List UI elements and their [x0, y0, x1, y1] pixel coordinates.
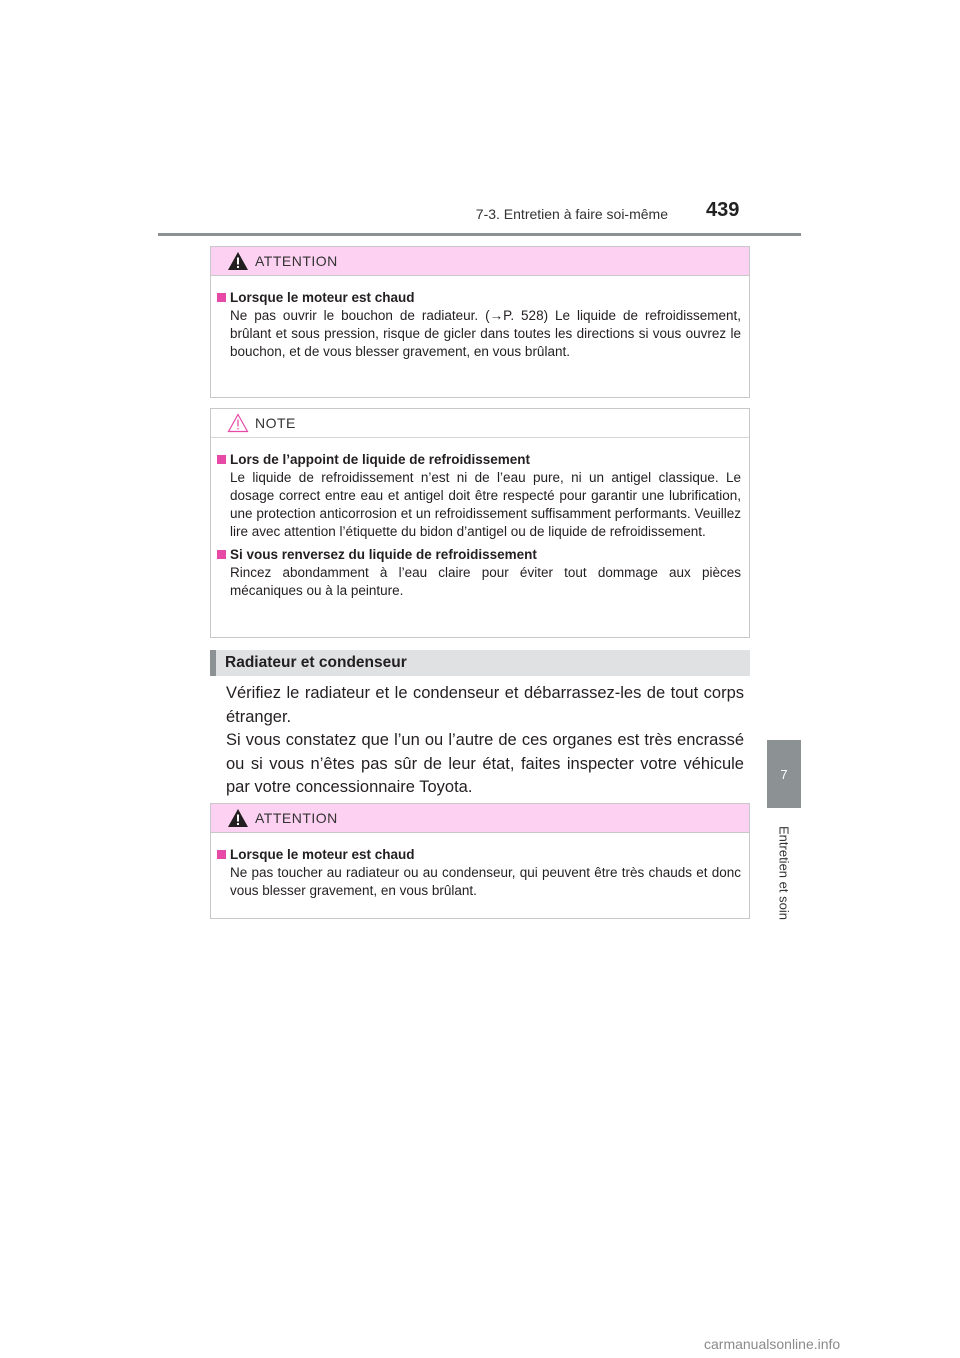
attention-item-text: Ne pas toucher au radiateur ou au condenseur, qui peuvent être très chauds et donc vous blesser gravement, en vous brûlant. — [230, 865, 741, 898]
note-item-text: Le liquide de refroidissement n’est ni de l’eau pure, ni un antigel classique. Le dosage correct entre eau et antigel doit être respecté pour garantir une lubrification, une protection anticorrosion et un refroidissement suffisamment performants. Veuillez lire avec attention l’étiquette du bidon d’antigel ou de liquide de refroidissement. — [230, 470, 741, 539]
attention-header — [211, 247, 749, 276]
attention-item-title — [217, 290, 741, 305]
warning-triangle-icon — [227, 251, 249, 271]
watermark: carmanualsonline.info — [704, 1336, 841, 1352]
attention-box-hot-radiator — [210, 803, 750, 919]
chapter-label-container — [767, 818, 801, 928]
attention-item-title-text: Lorsque le moteur est chaud — [230, 847, 415, 862]
chapter-number: 7 — [780, 766, 788, 782]
body-paragraph: Vérifiez le radiateur et le condenseur et débarrassez-les de tout corps étranger. — [226, 684, 744, 726]
note-header — [211, 409, 749, 438]
attention-item-text: Ne pas ouvrir le bouchon de radiateur. (→P. 528) Le liquide de refroidissement, brûlant et sous pression, risque de gicler dans toutes les directions si vous ouvrez le bouchon, et de vous blesser gravement, en vous brûlant. — [230, 308, 741, 359]
header-divider — [158, 233, 801, 236]
bullet-square-icon — [217, 293, 226, 302]
attention-item-title — [217, 847, 741, 862]
note-item-title-text: Lors de l’appoint de liquide de refroidissement — [230, 452, 531, 467]
caution-outline-triangle-icon — [227, 413, 249, 433]
attention-label: ATTENTION — [255, 810, 338, 826]
section-heading: Radiateur et condenseur — [210, 650, 750, 676]
section-body — [226, 682, 744, 800]
note-item-title-text: Si vous renversez du liquide de refroidissement — [230, 547, 537, 562]
page-number: 439 — [706, 199, 740, 221]
note-item-title — [217, 547, 741, 562]
note-item-title — [217, 452, 741, 467]
note-item-text: Rincez abondamment à l’eau claire pour éviter tout dommage aux pièces mécaniques ou à la peinture. — [230, 565, 741, 598]
chapter-tab — [767, 740, 801, 808]
body-paragraph: Si vous constatez que l’un ou l’autre de ces organes est très encrassé ou si vous n’êtes pas sûr de leur état, faites inspecter votre véhicule par votre concessionnaire Toyota. — [226, 731, 744, 796]
attention-label: ATTENTION — [255, 253, 338, 269]
bullet-square-icon — [217, 850, 226, 859]
attention-header — [211, 804, 749, 833]
chapter-label: Entretien et soin — [776, 826, 792, 920]
bullet-square-icon — [217, 455, 226, 464]
note-box-coolant — [210, 408, 750, 638]
header-section-title: 7-3. Entretien à faire soi-même — [475, 206, 668, 222]
attention-item-title-text: Lorsque le moteur est chaud — [230, 290, 415, 305]
warning-triangle-icon — [227, 808, 249, 828]
note-label: NOTE — [255, 415, 296, 431]
bullet-square-icon — [217, 550, 226, 559]
attention-box-hot-engine-cap — [210, 246, 750, 398]
